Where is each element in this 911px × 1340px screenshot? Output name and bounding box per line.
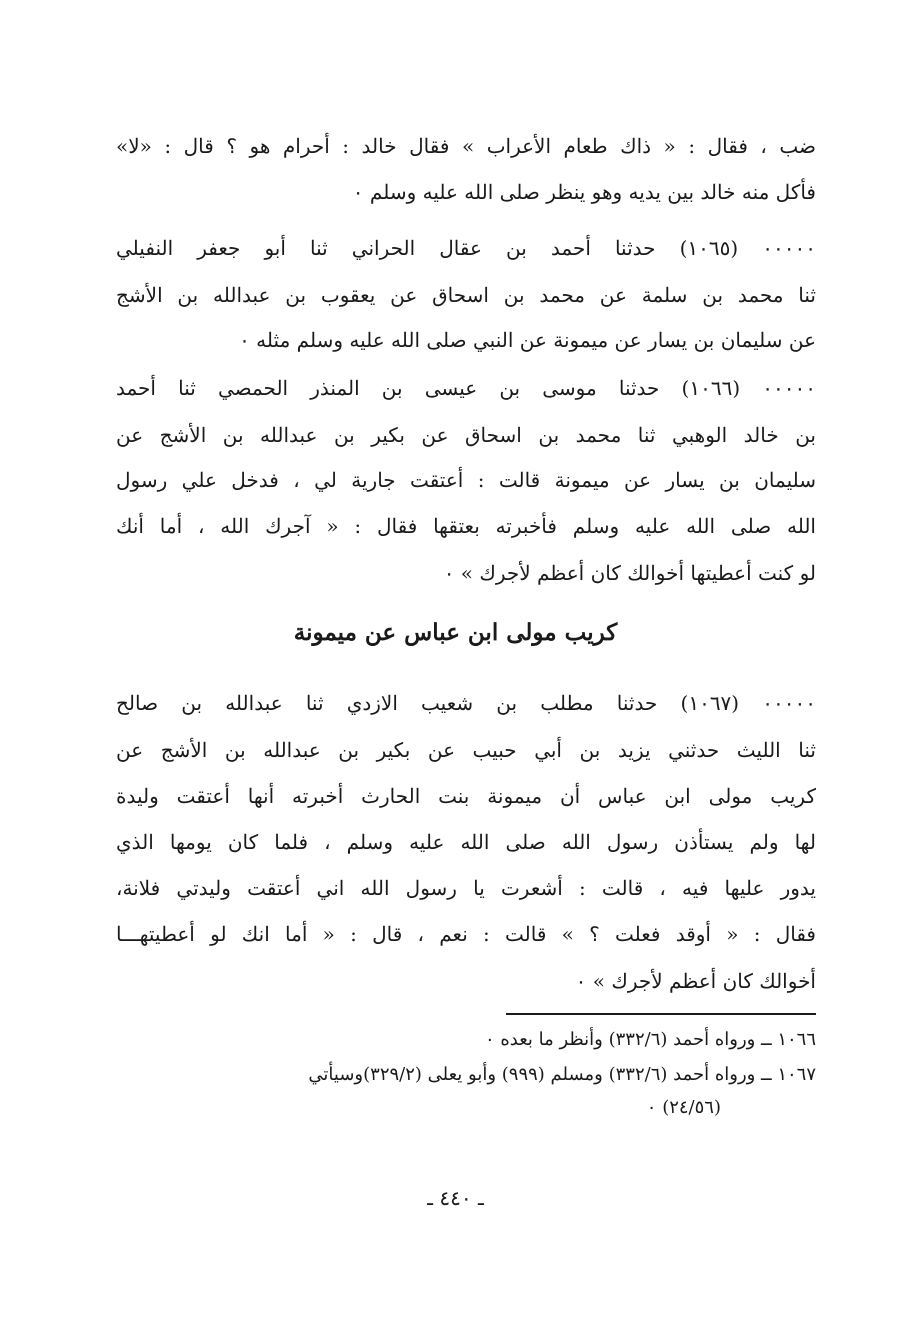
section-heading: كريب مولى ابن عباس عن ميمونة: [293, 619, 618, 646]
text-line: لها ولم يستأذن رسول الله صلى الله عليه وسلم ، فلما كان يومها الذي: [116, 830, 816, 854]
footnote: ١٠٦٦ ــ ورواه أحمد (٣٣٢/٦) وأنظر ما بعده ٠: [484, 1029, 816, 1050]
text-line: فأكل منه خالد بين يديه وهو ينظر صلى الله عليه وسلم ٠: [352, 180, 816, 204]
text-line: ثنا محمد بن سلمة عن محمد بن اسحاق عن يعقوب بن عبدالله بن الأشج: [116, 283, 816, 307]
text-line: بن خالد الوهبي ثنا محمد بن اسحاق عن بكير بن عبدالله بن الأشج عن: [116, 423, 816, 447]
text-line: سليمان بن يسار عن ميمونة قالت : أعتقت جارية لي ، فدخل علي رسول: [116, 468, 816, 492]
text-line: فقال : « أوقد فعلت ؟ » قالت : نعم ، قال : « أما انك لو أعطيتهـــا: [116, 922, 816, 946]
footnote: (٢٤/٥٦) ٠: [646, 1097, 721, 1118]
page-number: ـ ٤٤٠ ـ: [427, 1186, 484, 1210]
text-line: ٠٠٠٠٠ (١٠٦٥) حدثنا أحمد بن عقال الحراني ثنا أبو جعفر النفيلي: [116, 236, 816, 260]
text-line: ٠٠٠٠٠ (١٠٦٧) حدثنا مطلب بن شعيب الازدي ثنا عبدالله بن صالح: [116, 691, 816, 715]
text-line: الله صلى الله عليه وسلم فأخبرته بعتقها فقال : « آجرك الله ، أما أنك: [116, 514, 816, 538]
footnote-divider: [506, 1013, 816, 1015]
text-line: ٠٠٠٠٠ (١٠٦٦) حدثنا موسى بن عيسى بن المنذر الحمصي ثنا أحمد: [116, 376, 816, 400]
text-line: ثنا الليث حدثني يزيد بن أبي حبيب عن بكير بن عبدالله بن الأشج عن: [116, 738, 816, 762]
text-line: ضب ، فقال : « ذاك طعام الأعراب » فقال خالد : أحرام هو ؟ قال : «لا»: [116, 134, 816, 158]
footnote: ١٠٦٧ ــ ورواه أحمد (٣٣٢/٦) ومسلم (٩٩٩) وأبو يعلى (٣٢٩/٢)وسيأتي: [308, 1064, 816, 1085]
text-line: لو كنت أعطيتها أخوالك كان أعظم لأجرك » ٠: [443, 561, 816, 585]
text-line: يدور عليها فيه ، قالت : أشعرت يا رسول الله اني أعتقت وليدتي فلانة،: [116, 876, 817, 900]
text-line: عن سليمان بن يسار عن ميمونة عن النبي صلى الله عليه وسلم مثله ٠: [239, 328, 816, 352]
text-line: كريب مولى ابن عباس أن ميمونة بنت الحارث أخبرته أنها أعتقت وليدة: [116, 784, 816, 808]
text-line: أخوالك كان أعظم لأجرك » ٠: [575, 969, 816, 993]
